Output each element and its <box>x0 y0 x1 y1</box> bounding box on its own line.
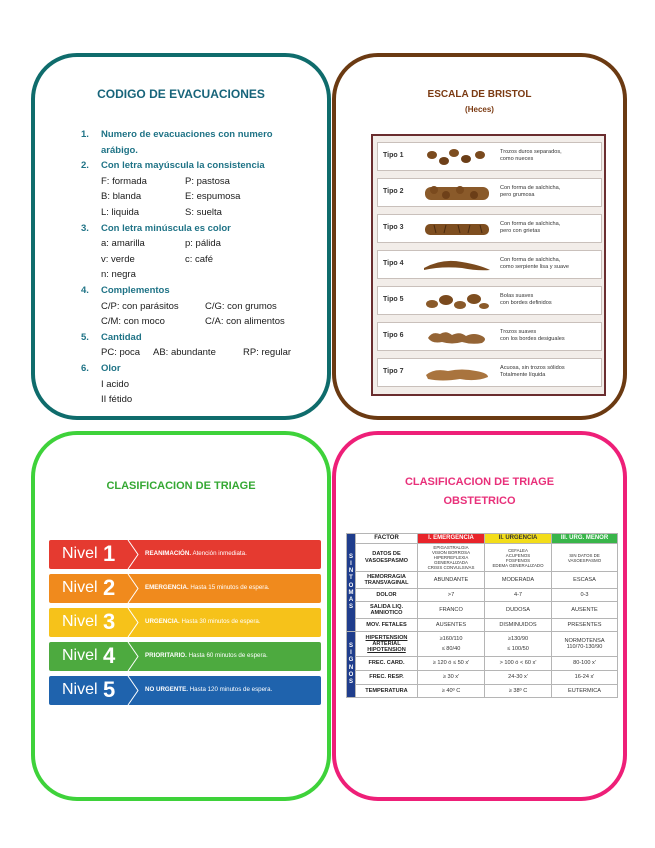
header-urgencia: II. URGENCIA <box>485 534 552 544</box>
triage-level-4: Nivel 4 PRIORITARIO. Hasta 60 minutos de espera. <box>49 642 321 671</box>
list-item: v: verde c: café <box>101 253 213 265</box>
list-item: 6. Olor <box>81 362 121 374</box>
chevron-right-icon <box>126 608 140 637</box>
stool-type-5-image <box>422 288 492 314</box>
table-row: HEMORRAGIA TRANSVAGINAL ABUNDANTE MODERADA ESCASA <box>347 572 618 589</box>
bristol-row-type-7: Tipo 7 Acuosa, sin trozos sólidos Totalmente líquida <box>377 358 602 387</box>
table-row <box>347 534 618 544</box>
list-item: II fétido <box>101 394 133 406</box>
table-row: FREC. CARD. ≥ 120 ó ≤ 50 x' > 100 ó < 60 x' 80-100 x' <box>347 657 618 671</box>
sintomas-side-label: S I N T O M A S <box>347 534 356 632</box>
bristol-subtitle: (Heces) <box>465 105 494 114</box>
list-item: 2. Con letra mayúscula la consistencia <box>81 160 265 172</box>
stool-type-3-image <box>422 216 492 242</box>
header-urgencia-menor: III. URG. MENOR <box>552 534 618 544</box>
stool-type-6-image <box>422 324 492 350</box>
list-item: 1. Numero de evacuaciones con numero <box>81 129 273 140</box>
list-item: 3. Con letra minúscula es color <box>81 222 231 234</box>
table-row: DOLOR >7 4-7 0-3 <box>347 589 618 602</box>
table-row: S I G N O S HIPERTENSION ARTERIAL HIPOTENSION ≥160/110 ≤ 80/40 ≥130/90 ≤ 100/50 NORMOTENSA 110/70-130/90 <box>347 632 618 657</box>
bristol-row-type-3: Tipo 3 Con forma de salchicha, pero con grietas <box>377 214 602 243</box>
list-item: F: formada P: pastosa <box>101 175 230 187</box>
stool-type-4-image <box>422 252 492 278</box>
header-factor: FACTOR <box>356 534 418 544</box>
triage-card <box>31 431 331 801</box>
triage-level-1: Nivel 1 REANIMACIÓN. Atención inmediata. <box>49 540 321 569</box>
table-row: MOV. FETALES AUSENTES DISMINUIDOS PRESENTES <box>347 619 618 632</box>
triage-level-2: Nivel 2 EMERGENCIA. Hasta 15 minutos de espera. <box>49 574 321 603</box>
chevron-right-icon <box>126 540 140 569</box>
chevron-right-icon <box>126 574 140 603</box>
list-item: arábigo. <box>101 144 138 156</box>
table-row: SALIDA LIQ. AMNIOTICO FRANCO DUDOSA AUSENTE <box>347 602 618 619</box>
header-emergencia: I. EMERGENCIA <box>418 534 485 544</box>
triage-level-3: Nivel 3 URGENCIA. Hasta 30 minutos de espera. <box>49 608 321 637</box>
evacuation-code-card <box>31 53 331 420</box>
list-item: n: negra <box>101 269 136 281</box>
obstetric-triage-card <box>332 431 627 801</box>
table-row: DATOS DE VASOESPASMO EPIGASTRALGIA VISION BORROSA HIPERREFLEXIA GENERALIZADA CRISIS CONVULSIVAS CEFALEA ACUFENOS FOSFENOS EDEMA GENERALIZADO SIN DATOS DE VASOESPASMO <box>347 544 618 572</box>
obstetric-triage-table <box>346 533 618 698</box>
bristol-row-type-2: Tipo 2 Con forma de salchicha, pero grumosa <box>377 178 602 207</box>
chevron-right-icon <box>126 642 140 671</box>
evacuation-code-list <box>81 127 321 408</box>
obstetric-triage-title: CLASIFICACION DE TRIAGE <box>404 476 555 488</box>
bristol-scale-card <box>332 53 627 420</box>
list-item: I acido <box>101 378 129 390</box>
bristol-row-type-5: Tipo 5 Bolas suaves con bordes definidos <box>377 286 602 315</box>
list-item: a: amarilla p: pálida <box>101 238 221 250</box>
bristol-title: ESCALA DE BRISTOL <box>427 89 532 100</box>
table-row: TEMPERATURA ≥ 40º C ≥ 38º C EUTERMICA <box>347 685 618 698</box>
evacuation-code-title: CODIGO DE EVACUACIONES <box>97 87 265 101</box>
stool-type-2-image <box>422 180 492 206</box>
bristol-row-type-4: Tipo 4 Con forma de salchicha, como serpiente lisa y suave <box>377 250 602 279</box>
list-item: 5. Cantidad <box>81 331 142 343</box>
bristol-row-type-6: Tipo 6 Trozos suaves con los bordes desiguales <box>377 322 602 351</box>
bristol-row-type-1: Tipo 1 Trozos duros separados, como nueces <box>377 142 602 171</box>
obstetric-triage-title-line2: OBSTETRICO <box>443 495 516 507</box>
signos-side-label: S I G N O S <box>347 632 356 698</box>
list-item: 4. Complementos <box>81 284 170 296</box>
triage-level-5: Nivel 5 NO URGENTE. Hasta 120 minutos de espera. <box>49 676 321 705</box>
bristol-chart <box>371 134 606 396</box>
triage-title: CLASIFICACION DE TRIAGE <box>106 480 256 492</box>
chevron-right-icon <box>126 676 140 705</box>
list-item: C/P: con parásitos C/G: con grumos <box>101 300 277 312</box>
stool-type-1-image <box>422 144 492 170</box>
stool-type-7-image <box>422 360 492 386</box>
list-item: PC: poca AB: abundante RP: regular <box>101 347 292 359</box>
list-item: C/M: con moco C/A: con alimentos <box>101 316 285 328</box>
table-row: FREC. RESP. ≥ 30 x' 24-30 x' 16-24 x' <box>347 671 618 685</box>
list-item: L: liquida S: suelta <box>101 206 222 218</box>
list-item: B: blanda E: espumosa <box>101 191 241 203</box>
